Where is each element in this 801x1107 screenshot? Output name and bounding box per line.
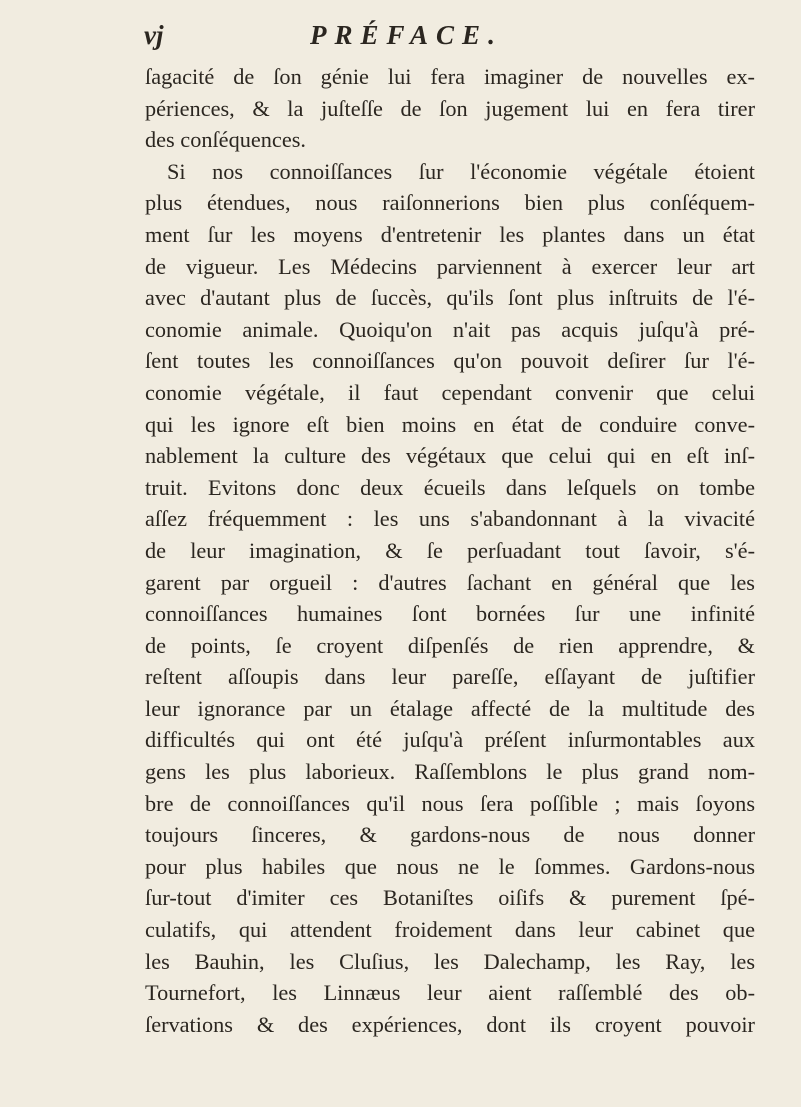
text-line: conomie végétale, il faut cependant convenir que celui [145, 379, 755, 405]
text-line: plus étendues, nous raiſonnerions bien plus conſéquem- [145, 190, 755, 216]
text-line: gens les plus laborieux. Raſſemblons le plus grand nom- [145, 759, 755, 785]
text-line: Tournefort, les Linnæus leur aient raſſemblé des ob- [145, 980, 755, 1006]
text-line: nablement la culture des végétaux que celui qui en eſt inſ- [145, 443, 755, 469]
text-line: pour plus habiles que nous ne le ſommes. Gardons-nous [145, 853, 755, 879]
text-line: ſent toutes les connoiſſances qu'on pouvoit deſirer ſur l'é- [145, 348, 755, 374]
text-line: ſagacité de ſon génie lui fera imaginer de nouvelles ex- [145, 64, 755, 89]
text-line: périences, & la juſteſſe de ſon jugement lui en fera tirer [145, 95, 755, 121]
text-line: conomie animale. Quoiqu'on n'ait pas acquis juſqu'à pré- [145, 316, 755, 342]
text-line: de points, ſe croyent diſpenſés de rien apprendre, & [145, 632, 755, 658]
text-line: de leur imagination, & ſe perſuadant tout ſavoir, s'é- [145, 537, 755, 563]
text-line: les Bauhin, les Cluſius, les Dalechamp, les Ray, les [145, 948, 755, 974]
running-title: PRÉFACE. [310, 20, 503, 50]
text-line: toujours ſinceres, & gardons-nous de nous donner [145, 822, 755, 848]
text-line: avec d'autant plus de ſuccès, qu'ils ſont plus inſtruits de l'é- [145, 285, 755, 311]
text-line: ſur-tout d'imiter ces Botaniſtes oiſifs & purement ſpé- [145, 885, 755, 911]
text-line: de vigueur. Les Médecins parviennent à exercer leur art [145, 253, 755, 279]
text-line: difficultés qui ont été juſqu'à préſent inſurmontables aux [145, 727, 755, 753]
page-number: vj [144, 20, 164, 50]
text-line: leur ignorance par un étalage affecté de la multitude des [145, 695, 755, 721]
text-line: aſſez fréquemment : les uns s'abandonnant à la vivacité [145, 506, 755, 532]
text-line: ſervations & des expériences, dont ils croyent pouvoir [145, 1011, 755, 1037]
text-line: connoiſſances humaines ſont bornées ſur une infinité [145, 601, 755, 627]
text-line: reſtent aſſoupis dans leur pareſſe, eſſayant de juſtifier [145, 664, 755, 690]
text-line: culatifs, qui attendent froidement dans leur cabinet que [145, 917, 755, 943]
text-line: qui les ignore eſt bien moins en état de conduire conve- [145, 411, 755, 437]
text-line: garent par orgueil : d'autres ſachant en général que les [145, 569, 755, 595]
text-line: truit. Evitons donc deux écueils dans leſquels on tombe [145, 474, 755, 500]
text-line: ment ſur les moyens d'entretenir les plantes dans un état [145, 221, 755, 247]
body-text [145, 61, 755, 1040]
page-header [144, 20, 754, 60]
text-line: bre de connoiſſances qu'il nous ſera poſſible ; mais ſoyons [145, 790, 755, 816]
text-line: Si nos connoiſſances ſur l'économie végétale étoient [167, 158, 755, 184]
text-line: des conſéquences. [145, 127, 306, 153]
